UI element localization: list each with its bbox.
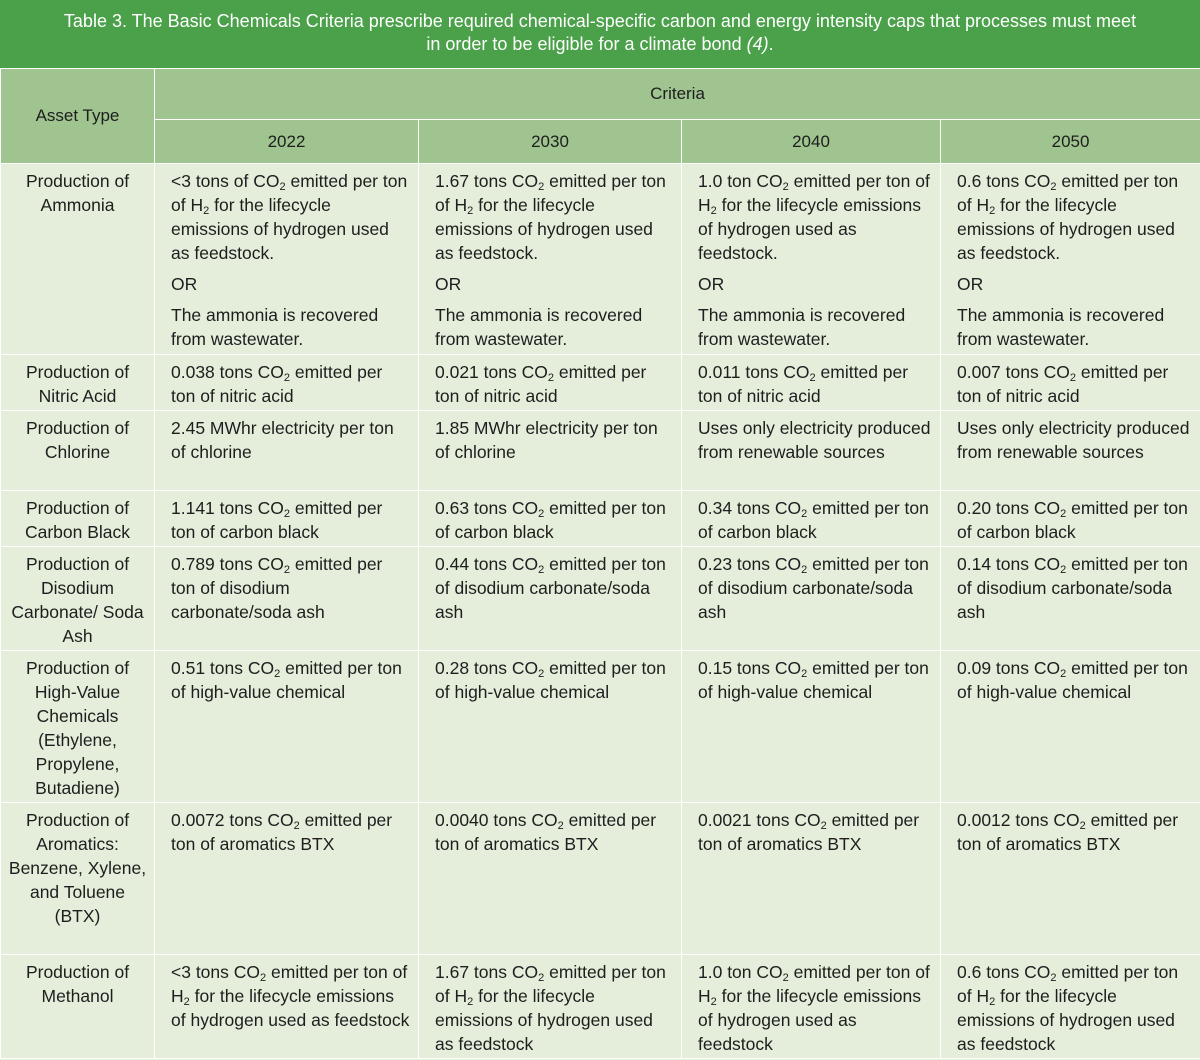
subscript: 2 xyxy=(203,205,210,217)
subscript: 2 xyxy=(1050,181,1057,193)
year-header-2050: 2050 xyxy=(941,120,1200,164)
or-separator: OR xyxy=(957,274,984,294)
or-separator: OR xyxy=(698,274,725,294)
criteria-cell-2040 xyxy=(682,651,941,803)
criteria-cell-2050 xyxy=(941,411,1200,491)
asset-type-cell: Production of Ammonia xyxy=(1,164,155,355)
criteria-cell-2050 xyxy=(941,955,1200,1059)
criteria-text: 0.789 tons $CO_2$ emitted per ton of disodium carbonate/soda ash xyxy=(171,554,383,622)
criteria-text: 0.15 tons $CO_2$ emitted per ton of high-value chemical xyxy=(698,658,929,702)
criteria-cell-2040 xyxy=(682,355,941,411)
criteria-text: 0.34 tons $CO_2$ emitted per ton of carbon black xyxy=(698,498,929,542)
subscript: 2 xyxy=(801,564,808,576)
criteria-cell-2050 xyxy=(941,491,1200,547)
subscript: 2 xyxy=(283,372,290,384)
criteria-text: The ammonia is recovered from wastewater. xyxy=(957,305,1165,349)
criteria-text: 0.14 tons $CO_2$ emitted per ton of disodium carbonate/soda ash xyxy=(957,554,1188,622)
subscript: 2 xyxy=(538,668,545,680)
subscript: 2 xyxy=(538,564,545,576)
criteria-cell-2050 xyxy=(941,164,1200,355)
criteria-cell-2030 xyxy=(419,955,682,1059)
subscript: 2 xyxy=(1060,508,1067,520)
criteria-text: 0.23 tons $CO_2$ emitted per ton of disodium carbonate/soda ash xyxy=(698,554,929,622)
caption-main: Table 3. The Basic Chemicals Criteria prescribe required chemical-specific carbon and energy intensity caps that processes must meet in order to be eligible for a climate bond xyxy=(63,11,1137,54)
subscript: 2 xyxy=(547,372,554,384)
subscript: 2 xyxy=(1079,820,1086,832)
criteria-text: 1.0 ton $CO_2$ emitted per ton of $H_2$ for the lifecycle emissions of hydrogen used as feedstock xyxy=(698,962,930,1054)
criteria-cell-2050 xyxy=(941,651,1200,803)
criteria-text: Uses only electricity produced from renewable sources xyxy=(957,418,1190,462)
caption-end: . xyxy=(768,34,774,54)
criteria-cell-2022 xyxy=(155,491,419,547)
subscript: 2 xyxy=(989,205,996,217)
asset-type-cell: Production of Nitric Acid xyxy=(1,355,155,411)
criteria-cell-2030 xyxy=(419,355,682,411)
criteria-text: 0.0040 tons $CO_2$ emitted per ton of aromatics BTX xyxy=(435,810,657,854)
criteria-header: Criteria xyxy=(155,69,1200,120)
asset-type-cell: Production of Disodium Carbonate/ Soda Ash xyxy=(1,547,155,651)
criteria-cell-2022 xyxy=(155,355,419,411)
subscript: 2 xyxy=(283,508,290,520)
table-row xyxy=(1,803,1200,955)
subscript: 2 xyxy=(1050,972,1057,984)
criteria-text: 1.67 tons $CO_2$ emitted per ton of $H_2$ for the lifecycle emissions of hydrogen used as feedstock. xyxy=(435,171,666,263)
criteria-cell-2030 xyxy=(419,411,682,491)
criteria-cell-2040 xyxy=(682,491,941,547)
table-body xyxy=(1,164,1200,1059)
or-separator: OR xyxy=(435,274,462,294)
criteria-text: 0.038 tons $CO_2$ emitted per ton of nitric acid xyxy=(171,362,383,406)
criteria-text: 1.67 tons $CO_2$ emitted per ton of $H_2$ for the lifecycle emissions of hydrogen used as feedstock xyxy=(435,962,666,1054)
asset-type-cell: Production of Chlorine xyxy=(1,411,155,491)
criteria-text: 0.28 tons $CO_2$ emitted per ton of high-value chemical xyxy=(435,658,666,702)
subscript: 2 xyxy=(710,205,717,217)
table-row xyxy=(1,955,1200,1059)
subscript: 2 xyxy=(710,996,717,1008)
asset-type-cell: Production of Methanol xyxy=(1,955,155,1059)
table-row xyxy=(1,355,1200,411)
table-caption xyxy=(0,0,1200,68)
year-header-2022: 2022 xyxy=(155,120,419,164)
criteria-text: 0.09 tons $CO_2$ emitted per ton of high-value chemical xyxy=(957,658,1188,702)
criteria-cell-2030 xyxy=(419,491,682,547)
criteria-cell-2022 xyxy=(155,411,419,491)
criteria-text: The ammonia is recovered from wastewater. xyxy=(698,305,906,349)
criteria-cell-2022 xyxy=(155,803,419,955)
criteria-text: 0.20 tons $CO_2$ emitted per ton of carbon black xyxy=(957,498,1188,542)
table-row xyxy=(1,547,1200,651)
criteria-text: 0.0012 tons $CO_2$ emitted per ton of aromatics BTX xyxy=(957,810,1179,854)
criteria-text: 0.63 tons $CO_2$ emitted per ton of carbon black xyxy=(435,498,666,542)
criteria-text: 0.44 tons $CO_2$ emitted per ton of disodium carbonate/soda ash xyxy=(435,554,666,622)
criteria-text: <3 tons of $CO_2$ emitted per ton of $H_2$ for the lifecycle emissions of hydrogen used as feedstock. xyxy=(171,171,408,263)
criteria-cell-2030 xyxy=(419,164,682,355)
criteria-text: 0.6 tons $CO_2$ emitted per ton of $H_2$ for the lifecycle emissions of hydrogen used as feedstock xyxy=(957,962,1179,1054)
criteria-text: 1.141 tons $CO_2$ emitted per ton of carbon black xyxy=(171,498,383,542)
subscript: 2 xyxy=(801,508,808,520)
criteria-cell-2030 xyxy=(419,803,682,955)
year-header-2030: 2030 xyxy=(419,120,682,164)
asset-type-header: Asset Type xyxy=(1,69,155,164)
subscript: 2 xyxy=(538,181,545,193)
criteria-table xyxy=(0,68,1200,1059)
asset-type-cell: Production of High-Value Chemicals (Ethylene, Propylene, Butadiene) xyxy=(1,651,155,803)
subscript: 2 xyxy=(782,972,789,984)
criteria-cell-2022 xyxy=(155,164,419,355)
subscript: 2 xyxy=(183,996,190,1008)
criteria-text: 0.51 tons $CO_2$ emitted per ton of high-value chemical xyxy=(171,658,402,702)
asset-type-cell: Production of Carbon Black xyxy=(1,491,155,547)
subscript: 2 xyxy=(467,205,474,217)
criteria-cell-2040 xyxy=(682,164,941,355)
criteria-text: 0.021 tons $CO_2$ emitted per ton of nitric acid xyxy=(435,362,647,406)
table-row xyxy=(1,491,1200,547)
subscript: 2 xyxy=(1060,564,1067,576)
subscript: 2 xyxy=(293,820,300,832)
subscript: 2 xyxy=(538,972,545,984)
year-header-2040: 2040 xyxy=(682,120,941,164)
criteria-cell-2030 xyxy=(419,651,682,803)
criteria-cell-2040 xyxy=(682,955,941,1059)
subscript: 2 xyxy=(279,181,286,193)
subscript: 2 xyxy=(809,372,816,384)
criteria-cell-2022 xyxy=(155,955,419,1059)
criteria-cell-2030 xyxy=(419,547,682,651)
subscript: 2 xyxy=(283,564,290,576)
criteria-text: The ammonia is recovered from wastewater. xyxy=(171,305,379,349)
criteria-text: Uses only electricity produced from renewable sources xyxy=(698,418,931,462)
criteria-cell-2050 xyxy=(941,355,1200,411)
caption-reference: (4) xyxy=(746,34,769,54)
criteria-text: 2.45 MWhr electricity per ton of chlorine xyxy=(171,418,394,462)
criteria-text: 0.011 tons $CO_2$ emitted per ton of nitric acid xyxy=(698,362,909,406)
subscript: 2 xyxy=(989,996,996,1008)
criteria-cell-2022 xyxy=(155,651,419,803)
subscript: 2 xyxy=(1060,668,1067,680)
subscript: 2 xyxy=(467,996,474,1008)
criteria-cell-2022 xyxy=(155,547,419,651)
criteria-cell-2050 xyxy=(941,803,1200,955)
subscript: 2 xyxy=(820,820,827,832)
criteria-text: The ammonia is recovered from wastewater. xyxy=(435,305,643,349)
criteria-text: <3 tons $CO_2$ emitted per ton of $H_2$ for the lifecycle emissions of hydrogen used as feedstock xyxy=(171,962,410,1030)
criteria-text: 0.007 tons $CO_2$ emitted per ton of nitric acid xyxy=(957,362,1169,406)
caption-text xyxy=(60,10,1140,56)
subscript: 2 xyxy=(538,508,545,520)
subscript: 2 xyxy=(557,820,564,832)
subscript: 2 xyxy=(801,668,808,680)
table-row xyxy=(1,411,1200,491)
subscript: 2 xyxy=(274,668,281,680)
or-separator: OR xyxy=(171,274,198,294)
criteria-cell-2050 xyxy=(941,547,1200,651)
criteria-text: 1.0 ton $CO_2$ emitted per ton of $H_2$ for the lifecycle emissions of hydrogen used as feedstock. xyxy=(698,171,930,263)
subscript: 2 xyxy=(1069,372,1076,384)
criteria-text: 0.0072 tons $CO_2$ emitted per ton of aromatics BTX xyxy=(171,810,393,854)
criteria-cell-2040 xyxy=(682,547,941,651)
subscript: 2 xyxy=(782,181,789,193)
subscript: 2 xyxy=(260,972,267,984)
criteria-text: 0.6 tons $CO_2$ emitted per ton of $H_2$ for the lifecycle emissions of hydrogen used as feedstock. xyxy=(957,171,1179,263)
criteria-text: 1.85 MWhr electricity per ton of chlorine xyxy=(435,418,658,462)
criteria-text: 0.0021 tons $CO_2$ emitted per ton of aromatics BTX xyxy=(698,810,920,854)
criteria-cell-2040 xyxy=(682,411,941,491)
criteria-cell-2040 xyxy=(682,803,941,955)
asset-type-cell: Production of Aromatics: Benzene, Xylene, and Toluene (BTX) xyxy=(1,803,155,955)
table-row xyxy=(1,651,1200,803)
table-row xyxy=(1,164,1200,355)
